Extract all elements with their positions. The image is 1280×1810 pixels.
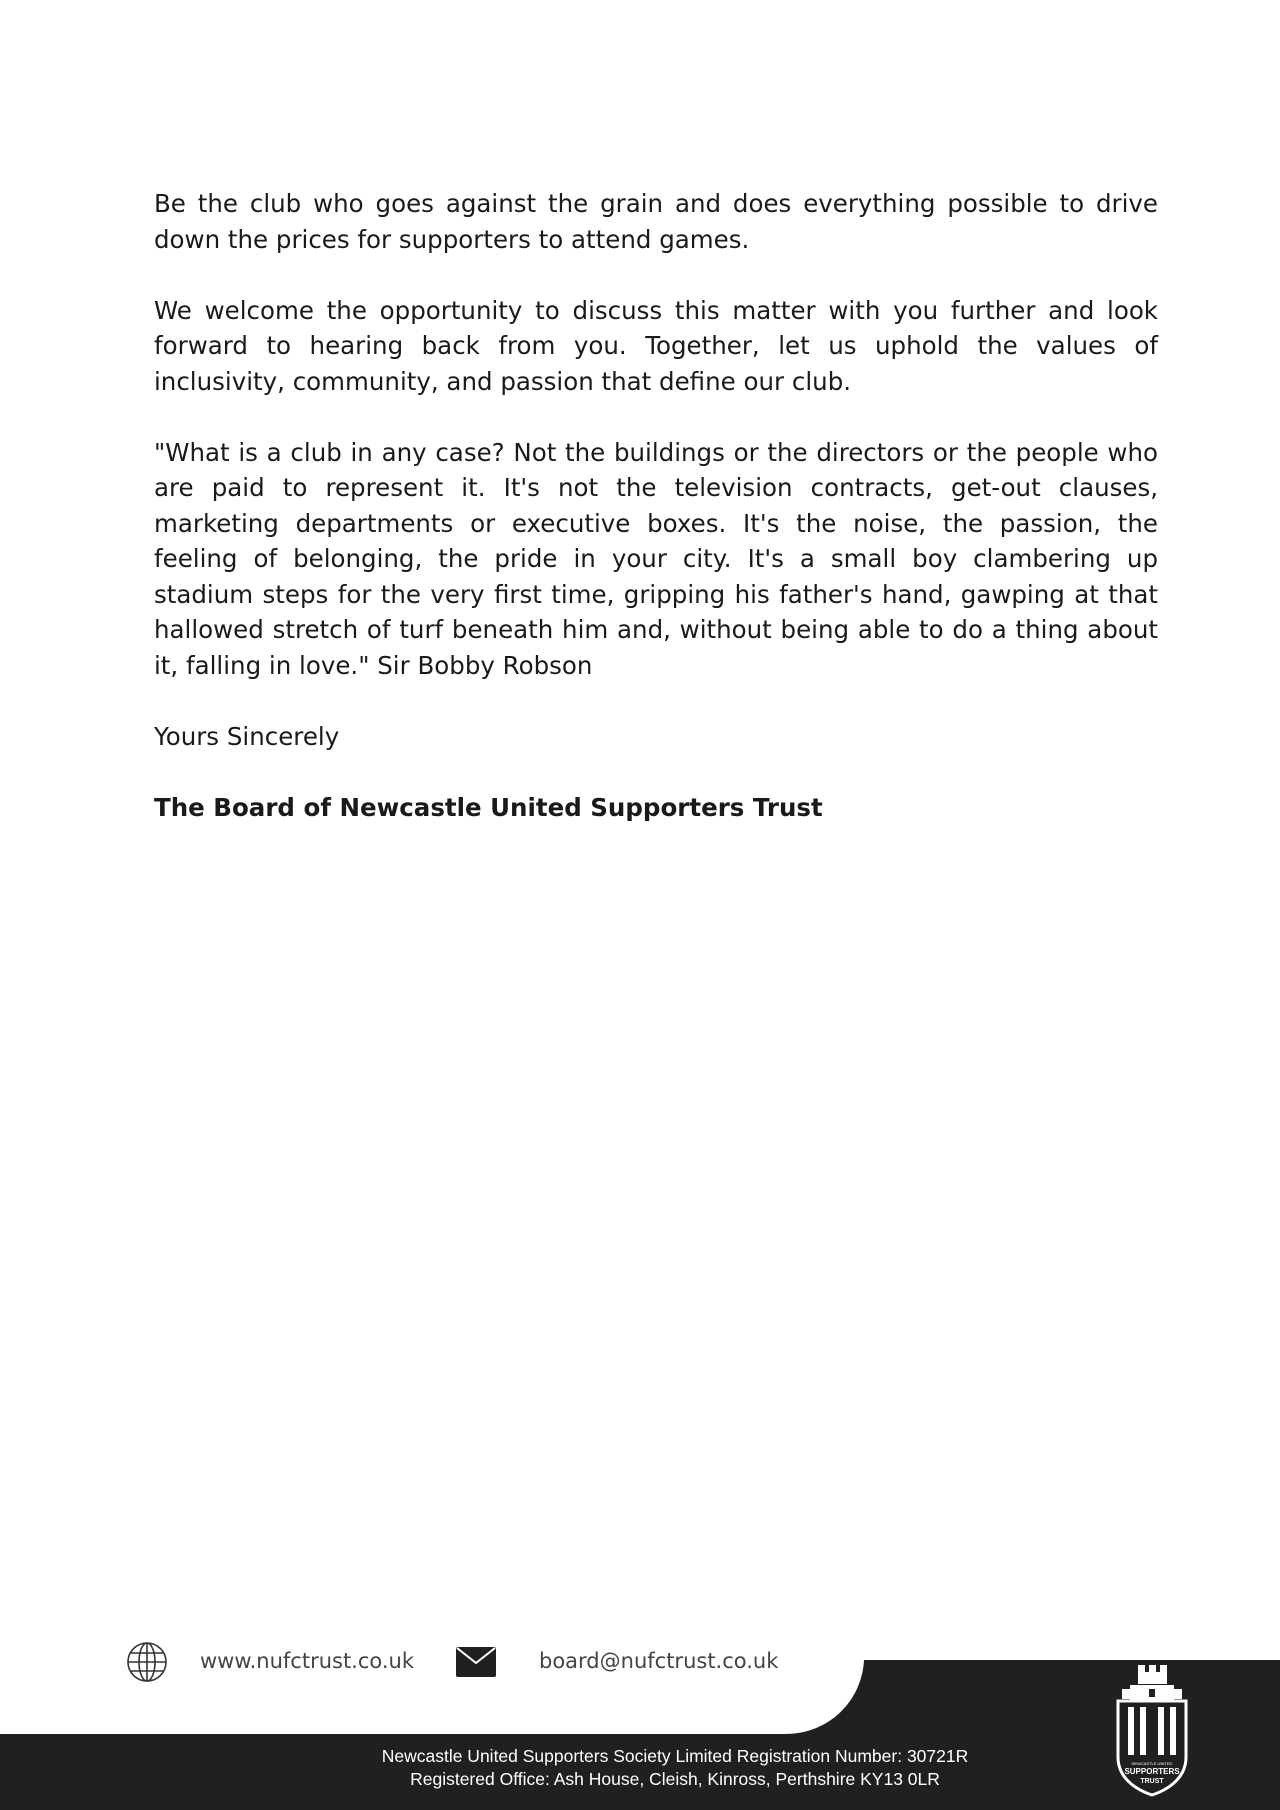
- crest-text-main: SUPPORTERS: [1124, 1767, 1180, 1776]
- paragraph-discussion: We welcome the opportunity to discuss this matter with you further and look forward to hearing back from you. Together, let us uphold the values of inclusivity, community, and passion that define our club.: [154, 295, 1158, 396]
- nufc-supporters-trust-crest: [1112, 1665, 1192, 1799]
- crest-text-top: NEWCASTLE UNITED: [1131, 1761, 1173, 1766]
- signature: The Board of Newcastle United Supporters Trust: [154, 792, 823, 822]
- closing-line: Yours Sincerely: [154, 721, 340, 751]
- website-link[interactable]: www.nufctrust.co.uk: [200, 1649, 415, 1673]
- paragraph-robson-quote: "What is a club in any case? Not the buildings or the directors or the people who are paid to represent it. It's not the television contracts, get-out clauses, marketing departments or executive boxes. It's the noise, the passion, the feeling of belonging, the pride in your city. It's a small boy clambering up stadium steps for the very first time, gripping his father's hand, gawping at that hallowed stretch of turf beneath him and, without being able to do a thing about it, falling in love." Sir Bobby Robson: [154, 437, 1158, 680]
- crest-text-bottom: TRUST: [1140, 1778, 1164, 1785]
- letter-body: [154, 186, 1158, 861]
- footer-address: Registered Office: Ash House, Cleish, Kinross, Perthshire KY13 0LR: [410, 1769, 940, 1789]
- email-link[interactable]: board@nufctrust.co.uk: [539, 1649, 779, 1673]
- footer-registration: Newcastle United Supporters Society Limited Registration Number: 30721R: [381, 1746, 969, 1766]
- paragraph-prices: Be the club who goes against the grain and does everything possible to drive down the prices for supporters to attend games.: [154, 189, 1158, 254]
